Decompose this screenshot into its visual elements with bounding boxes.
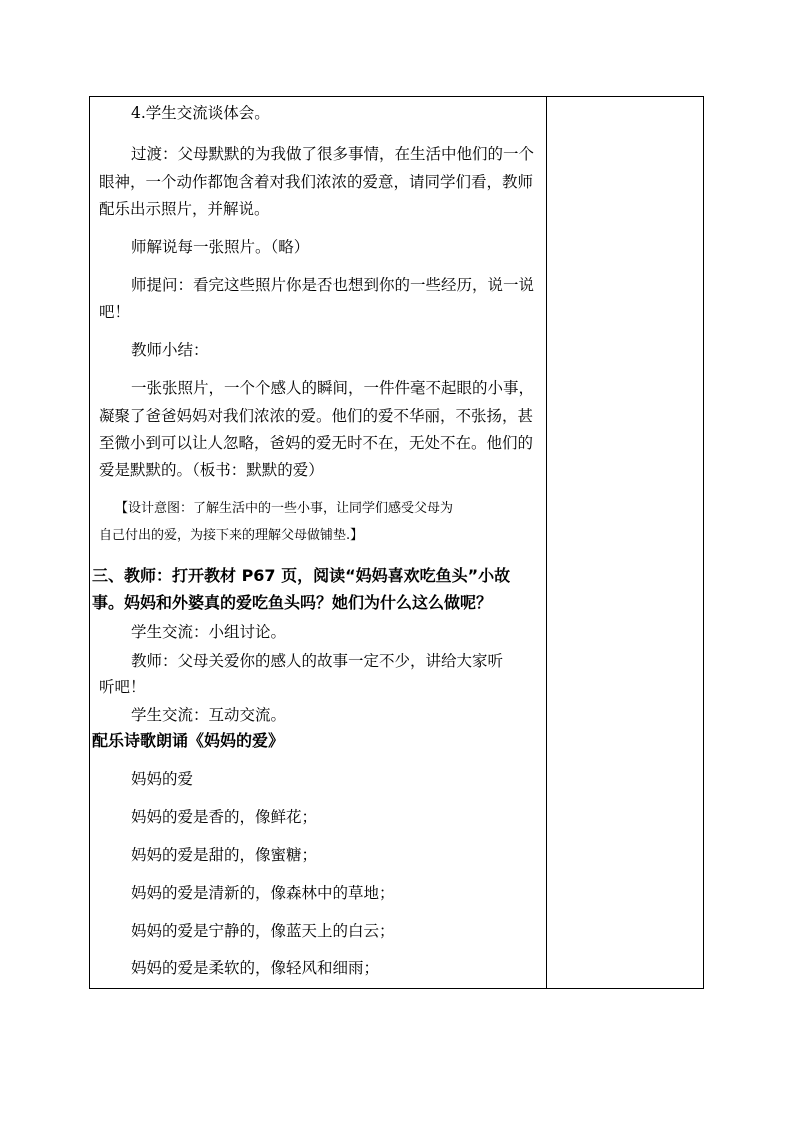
section-3-heading-line-2: 事。妈妈和外婆真的爱吃鱼头吗？她们为什么这么做呢？ (92, 593, 493, 612)
design-intent-line-2: 自己付出的爱，为接下来的理解父母做铺垫.】 (99, 528, 364, 543)
summary-heading: 教师小结： (131, 341, 209, 359)
summary-line-4: 爱是默默的。（板书：默默的爱） (99, 461, 324, 479)
transition-line-2: 眼神，一个动作都饱含着对我们浓浓的爱意，请同学们看，教师 (99, 173, 534, 191)
poem-line: 妈妈的爱是宁静的，像蓝天上的白云； (131, 922, 395, 940)
photo-explanation: 师解说每一张照片。（略） (131, 238, 310, 256)
summary-line-3: 至微小到可以让人忽略，爸妈的爱无时不在，无处不在。他们的 (99, 434, 534, 452)
transition-line-3: 配乐出示照片，并解说。 (99, 200, 270, 218)
section-3-heading-line-1: 三、教师：打开教材 P67 页，阅读“妈妈喜欢吃鱼头”小故 (92, 566, 511, 585)
transition-line-1: 过渡：父母默默的为我做了很多事情，在生活中他们的一个 (131, 145, 535, 163)
poem-line: 妈妈的爱是香的，像鲜花； (131, 808, 318, 826)
student-discussion: 学生交流：小组讨论。 (131, 623, 287, 641)
design-intent-line-1: 【设计意图：了解生活中的一些小事，让同学们感受父母为 (115, 501, 454, 516)
question-line-1: 师提问：看完这些照片你是否也想到你的一些经历，说一说 (131, 276, 535, 294)
step-4-text: 4.学生交流谈体会。 (131, 104, 270, 122)
poem-title: 妈妈的爱 (131, 770, 194, 788)
poem-line: 妈妈的爱是甜的，像蜜糖； (131, 846, 318, 864)
student-interaction: 学生交流：互动交流。 (131, 706, 287, 724)
poem-reading-heading: 配乐诗歌朗诵《妈妈的爱》 (92, 731, 285, 750)
teacher-prompt-line-1: 教师：父母关爱你的感人的故事一定不少，讲给大家听 (131, 652, 504, 670)
poem-line: 妈妈的爱是清新的，像森林中的草地； (131, 884, 395, 902)
question-line-2: 吧！ (99, 303, 131, 321)
teacher-prompt-line-2: 听吧！ (99, 678, 146, 696)
poem-line: 妈妈的爱是柔软的，像轻风和细雨； (131, 959, 380, 977)
summary-line-1: 一张张照片，一个个感人的瞬间，一件件毫不起眼的小事， (131, 379, 535, 397)
summary-line-2: 凝聚了爸爸妈妈对我们浓浓的爱。他们的爱不华丽，不张扬，甚 (99, 407, 534, 425)
column-divider (546, 96, 547, 989)
